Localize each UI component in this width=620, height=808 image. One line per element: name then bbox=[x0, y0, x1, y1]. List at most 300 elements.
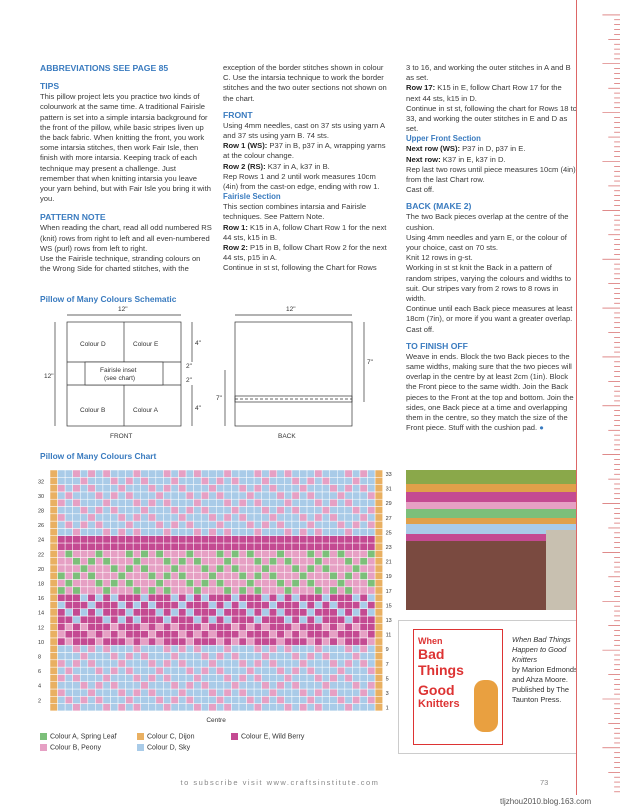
chart-cell bbox=[65, 514, 73, 521]
chart-cell bbox=[126, 507, 134, 514]
chart-cell bbox=[330, 528, 338, 535]
chart-cell bbox=[156, 704, 164, 711]
chart-cell bbox=[269, 528, 277, 535]
chart-cell bbox=[163, 507, 171, 514]
chart-cell bbox=[375, 594, 383, 601]
chart-row-label: 6 bbox=[38, 669, 42, 676]
chart-cell bbox=[315, 499, 323, 506]
chart-cell bbox=[337, 631, 345, 638]
chart-cell bbox=[216, 623, 224, 630]
chart-cell bbox=[194, 660, 202, 667]
chart-cell bbox=[330, 536, 338, 543]
chart-cell bbox=[141, 536, 149, 543]
chart-cell bbox=[345, 587, 353, 594]
front-height-label: 12" bbox=[44, 373, 54, 380]
chart-cell bbox=[224, 470, 232, 477]
chart-cell bbox=[194, 696, 202, 703]
swatch-a bbox=[40, 733, 47, 740]
chart-cell bbox=[88, 674, 96, 681]
chart-cell bbox=[216, 638, 224, 645]
chart-cell bbox=[239, 536, 247, 543]
chart-cell bbox=[224, 645, 232, 652]
chart-cell bbox=[322, 653, 330, 660]
chart-cell bbox=[80, 565, 88, 572]
chart-cell bbox=[80, 580, 88, 587]
chart-cell bbox=[88, 565, 96, 572]
chart-cell bbox=[254, 704, 262, 711]
chart-cell bbox=[292, 645, 300, 652]
chart-cell bbox=[352, 623, 360, 630]
chart-cell bbox=[239, 616, 247, 623]
chart-cell bbox=[65, 558, 73, 565]
chart-cell bbox=[80, 667, 88, 674]
chart-cell bbox=[299, 470, 307, 477]
chart-cell bbox=[375, 543, 383, 550]
chart-cell bbox=[141, 645, 149, 652]
chart-cell bbox=[299, 645, 307, 652]
chart-cell bbox=[186, 470, 194, 477]
chart-cell bbox=[80, 558, 88, 565]
chart-cell bbox=[179, 631, 187, 638]
chart-cell bbox=[330, 477, 338, 484]
chart-cell bbox=[126, 485, 134, 492]
chart-cell bbox=[171, 499, 179, 506]
chart-cell bbox=[133, 543, 141, 550]
chart-cell bbox=[110, 580, 118, 587]
chart-cell bbox=[95, 631, 103, 638]
chart-cell bbox=[292, 594, 300, 601]
chart-cell bbox=[247, 645, 255, 652]
chart-cell bbox=[118, 653, 126, 660]
chart-cell bbox=[307, 660, 315, 667]
chart-cell bbox=[201, 660, 209, 667]
chart-cell bbox=[375, 638, 383, 645]
chart-cell bbox=[337, 601, 345, 608]
chart-cell bbox=[307, 492, 315, 499]
chart-cell bbox=[277, 653, 285, 660]
chart-cell bbox=[148, 689, 156, 696]
chart-cell bbox=[322, 521, 330, 528]
chart-cell bbox=[65, 477, 73, 484]
chart-cell bbox=[50, 689, 58, 696]
chart-cell bbox=[352, 499, 360, 506]
book-caption: When Bad Things Happen to Good Knitters by Marion Edmonds and Ahza Moore. Published by The Taunton Press. bbox=[512, 635, 578, 704]
chart-cell bbox=[110, 594, 118, 601]
chart-cell bbox=[269, 667, 277, 674]
chart-cell bbox=[133, 485, 141, 492]
chart-cell bbox=[163, 696, 171, 703]
chart-cell bbox=[224, 660, 232, 667]
chart-cell bbox=[194, 587, 202, 594]
chart-cell bbox=[352, 689, 360, 696]
chart-cell bbox=[231, 572, 239, 579]
chart-cell bbox=[375, 536, 383, 543]
chart-cell bbox=[307, 594, 315, 601]
chart-cell bbox=[330, 587, 338, 594]
chart-cell bbox=[73, 485, 81, 492]
chart-cell bbox=[277, 601, 285, 608]
chart-cell bbox=[209, 536, 217, 543]
chart-cell bbox=[375, 682, 383, 689]
chart-cell bbox=[224, 594, 232, 601]
chart-cell bbox=[110, 485, 118, 492]
chart-cell bbox=[330, 645, 338, 652]
chart-cell bbox=[73, 696, 81, 703]
chart-cell bbox=[368, 667, 376, 674]
chart-cell bbox=[103, 580, 111, 587]
chart-cell bbox=[277, 674, 285, 681]
chart-cell bbox=[322, 543, 330, 550]
chart-cell bbox=[65, 653, 73, 660]
chart-cell bbox=[110, 521, 118, 528]
chart-cell bbox=[103, 558, 111, 565]
chart-cell bbox=[368, 572, 376, 579]
chart-cell bbox=[375, 696, 383, 703]
chart-cell bbox=[224, 631, 232, 638]
chart-cell bbox=[126, 601, 134, 608]
chart-cell bbox=[330, 580, 338, 587]
chart-cell bbox=[277, 609, 285, 616]
chart-cell bbox=[239, 667, 247, 674]
chart-cell bbox=[133, 682, 141, 689]
chart-cell bbox=[201, 689, 209, 696]
chart-cell bbox=[262, 704, 270, 711]
chart-cell bbox=[171, 485, 179, 492]
chart-cell bbox=[58, 558, 66, 565]
chart-cell bbox=[126, 594, 134, 601]
chart-cell bbox=[254, 485, 262, 492]
chart-cell bbox=[141, 485, 149, 492]
chart-cell bbox=[345, 507, 353, 514]
chart-cell bbox=[201, 536, 209, 543]
chart-cell bbox=[194, 667, 202, 674]
chart-cell bbox=[186, 667, 194, 674]
chart-cell bbox=[148, 514, 156, 521]
chart-cell bbox=[58, 543, 66, 550]
chart-cell bbox=[171, 550, 179, 557]
chart-cell bbox=[80, 485, 88, 492]
chart-cell bbox=[345, 543, 353, 550]
chart-cell bbox=[133, 667, 141, 674]
chart-cell bbox=[269, 689, 277, 696]
chart-cell bbox=[95, 638, 103, 645]
chart-cell bbox=[126, 696, 134, 703]
chart-cell bbox=[103, 550, 111, 557]
chart-cell bbox=[262, 536, 270, 543]
chart-cell bbox=[299, 565, 307, 572]
chart-row-label: 29 bbox=[385, 501, 392, 508]
chart-cell bbox=[179, 550, 187, 557]
chart-cell bbox=[58, 565, 66, 572]
chart-cell bbox=[65, 521, 73, 528]
chart-cell bbox=[262, 609, 270, 616]
chart-cell bbox=[375, 645, 383, 652]
chart-cell bbox=[254, 631, 262, 638]
chart-cell bbox=[141, 682, 149, 689]
chart-cell bbox=[345, 645, 353, 652]
chart-cell bbox=[368, 492, 376, 499]
chart-cell bbox=[330, 514, 338, 521]
chart-cell bbox=[141, 609, 149, 616]
chart-cell bbox=[322, 550, 330, 557]
chart-cell bbox=[95, 528, 103, 535]
chart-cell bbox=[216, 507, 224, 514]
chart-cell bbox=[337, 696, 345, 703]
chart-cell bbox=[65, 536, 73, 543]
chart-cell bbox=[118, 477, 126, 484]
chart-cell bbox=[65, 631, 73, 638]
chart-cell bbox=[277, 623, 285, 630]
chart-cell bbox=[352, 528, 360, 535]
chart-cell bbox=[110, 667, 118, 674]
chart-cell bbox=[231, 696, 239, 703]
chart-cell bbox=[65, 689, 73, 696]
chart-cell bbox=[292, 558, 300, 565]
chart-cell bbox=[80, 521, 88, 528]
chart-cell bbox=[292, 696, 300, 703]
chart-cell bbox=[337, 674, 345, 681]
chart-cell bbox=[148, 485, 156, 492]
chart-row-label: 24 bbox=[38, 537, 45, 544]
chart-cell bbox=[254, 565, 262, 572]
chart-cell bbox=[239, 609, 247, 616]
chart-cell bbox=[231, 704, 239, 711]
chart-cell bbox=[299, 623, 307, 630]
chart-cell bbox=[156, 536, 164, 543]
chart-cell bbox=[209, 565, 217, 572]
chart-cell bbox=[368, 514, 376, 521]
chart-cell bbox=[103, 514, 111, 521]
chart-cell bbox=[58, 507, 66, 514]
chart-cell bbox=[80, 631, 88, 638]
next-row-1: Next row (WS): P37 in D, p37 in E. bbox=[406, 144, 526, 154]
chart-cell bbox=[322, 528, 330, 535]
back-outline bbox=[235, 322, 352, 402]
chart-cell bbox=[133, 507, 141, 514]
chart-cell bbox=[224, 623, 232, 630]
chart-cell bbox=[163, 470, 171, 477]
chart-cell bbox=[269, 631, 277, 638]
chart-cell bbox=[352, 550, 360, 557]
chart-cell bbox=[292, 514, 300, 521]
chart-cell bbox=[375, 689, 383, 696]
chart-cell bbox=[103, 638, 111, 645]
chart-cell bbox=[368, 623, 376, 630]
chart-cell bbox=[216, 674, 224, 681]
chart-cell bbox=[337, 543, 345, 550]
chart-cell bbox=[239, 477, 247, 484]
chart-row2: Row 2: P15 in B, follow Chart Row 2 for the next 44 sts, p15 in A. bbox=[223, 243, 387, 263]
chart-cell bbox=[58, 587, 66, 594]
chart-cell bbox=[201, 653, 209, 660]
chart-cell bbox=[247, 682, 255, 689]
chart-cell bbox=[216, 704, 224, 711]
chart-cell bbox=[133, 645, 141, 652]
watermark: tljzhou2010.blog.163.com bbox=[500, 797, 592, 806]
chart-cell bbox=[254, 587, 262, 594]
chart-cell bbox=[163, 521, 171, 528]
chart-cell bbox=[156, 528, 164, 535]
chart-cell bbox=[50, 645, 58, 652]
chart-cell bbox=[118, 543, 126, 550]
chart-cell bbox=[337, 587, 345, 594]
chart-cell bbox=[216, 572, 224, 579]
chart-cell bbox=[231, 674, 239, 681]
chart-cell bbox=[247, 499, 255, 506]
chart-cell bbox=[337, 704, 345, 711]
pillow-photo bbox=[406, 470, 578, 610]
cover-bad: Bad bbox=[418, 646, 445, 662]
chart-cell bbox=[126, 499, 134, 506]
chart-cell bbox=[330, 689, 338, 696]
chart-cell bbox=[315, 470, 323, 477]
chart-cell bbox=[163, 631, 171, 638]
chart-cell bbox=[322, 558, 330, 565]
chart-cell bbox=[80, 528, 88, 535]
chart-cell bbox=[88, 616, 96, 623]
chart-cell bbox=[179, 470, 187, 477]
chart-cell bbox=[247, 521, 255, 528]
chart-cell bbox=[194, 543, 202, 550]
chart-cell bbox=[315, 543, 323, 550]
chart-cell bbox=[262, 631, 270, 638]
chart-cell bbox=[201, 631, 209, 638]
chart-cell bbox=[58, 623, 66, 630]
chart-cell bbox=[148, 645, 156, 652]
chart-cell bbox=[231, 528, 239, 535]
book-cover bbox=[413, 629, 503, 745]
chart-cell bbox=[95, 499, 103, 506]
chart-cell bbox=[345, 660, 353, 667]
chart-cell bbox=[345, 638, 353, 645]
chart-cell bbox=[73, 528, 81, 535]
chart-cell bbox=[209, 674, 217, 681]
schematic-diagram bbox=[40, 300, 390, 445]
chart-cell bbox=[360, 674, 368, 681]
chart-cell bbox=[239, 565, 247, 572]
chart-cell bbox=[50, 565, 58, 572]
chart-cell bbox=[307, 704, 315, 711]
chart-cell bbox=[307, 609, 315, 616]
chart-cell bbox=[126, 674, 134, 681]
chart-cell bbox=[65, 638, 73, 645]
chart-cell bbox=[95, 682, 103, 689]
chart-cell bbox=[103, 528, 111, 535]
chart-cell bbox=[345, 492, 353, 499]
chart-cell bbox=[133, 689, 141, 696]
chart-cell bbox=[254, 674, 262, 681]
chart-cell bbox=[352, 521, 360, 528]
chart-cell bbox=[299, 638, 307, 645]
chart-cell bbox=[156, 514, 164, 521]
chart-cell bbox=[118, 609, 126, 616]
chart-cell bbox=[65, 674, 73, 681]
chart-cell bbox=[88, 580, 96, 587]
chart-cell bbox=[133, 704, 141, 711]
chart-cell bbox=[322, 594, 330, 601]
chart-cell bbox=[209, 572, 217, 579]
chart-cell bbox=[209, 507, 217, 514]
chart-cell bbox=[50, 572, 58, 579]
chart-cell bbox=[375, 660, 383, 667]
chart-cell bbox=[201, 565, 209, 572]
chart-cell bbox=[58, 528, 66, 535]
chart-cell bbox=[65, 528, 73, 535]
chart-cell bbox=[269, 580, 277, 587]
chart-cell bbox=[88, 558, 96, 565]
chart-cell bbox=[345, 470, 353, 477]
middle-column bbox=[223, 63, 393, 274]
chart-row-label: 2 bbox=[38, 698, 42, 705]
chart-cell bbox=[231, 580, 239, 587]
chart-cell bbox=[209, 660, 217, 667]
chart-cell bbox=[118, 485, 126, 492]
chart-cell bbox=[352, 587, 360, 594]
chart-row-label: 7 bbox=[385, 661, 389, 668]
chart-cell bbox=[315, 674, 323, 681]
chart-cell bbox=[179, 485, 187, 492]
chart-cell bbox=[352, 514, 360, 521]
chart-cell bbox=[163, 550, 171, 557]
knitting-chart bbox=[36, 466, 406, 728]
chart-cell bbox=[126, 550, 134, 557]
chart-cell bbox=[179, 499, 187, 506]
inset-sub-label: (see chart) bbox=[104, 375, 136, 382]
chart-cell bbox=[315, 609, 323, 616]
chart-cell bbox=[277, 499, 285, 506]
chart-cell bbox=[375, 631, 383, 638]
chart-cell bbox=[269, 645, 277, 652]
fairisle-heading: Fairisle Section bbox=[223, 192, 281, 202]
chart-cell bbox=[110, 682, 118, 689]
chart-cell bbox=[186, 492, 194, 499]
chart-cell bbox=[194, 507, 202, 514]
chart-row-label: 31 bbox=[385, 486, 392, 493]
chart-cell bbox=[110, 470, 118, 477]
chart-cell bbox=[216, 645, 224, 652]
chart-cell bbox=[345, 704, 353, 711]
mid-2a-label: 2" bbox=[186, 363, 192, 370]
chart-cell bbox=[50, 543, 58, 550]
chart-cell bbox=[231, 609, 239, 616]
chart-cell bbox=[133, 674, 141, 681]
chart-cell bbox=[216, 514, 224, 521]
chart-cell bbox=[171, 470, 179, 477]
chart-cell bbox=[269, 521, 277, 528]
chart-cell bbox=[277, 536, 285, 543]
chart-cell bbox=[179, 565, 187, 572]
chart-cell bbox=[88, 682, 96, 689]
chart-cell bbox=[95, 565, 103, 572]
chart-cell bbox=[95, 660, 103, 667]
chart-cell bbox=[352, 536, 360, 543]
chart-cell bbox=[345, 499, 353, 506]
chart-cell bbox=[110, 631, 118, 638]
chart-cell bbox=[307, 601, 315, 608]
chart-cell bbox=[186, 653, 194, 660]
chart-cell bbox=[254, 536, 262, 543]
chart-cell bbox=[50, 550, 58, 557]
chart-cell bbox=[368, 558, 376, 565]
chart-cell bbox=[239, 485, 247, 492]
chart-cell bbox=[322, 507, 330, 514]
chart-cell bbox=[277, 550, 285, 557]
chart-cell bbox=[80, 572, 88, 579]
chart-cell bbox=[315, 623, 323, 630]
chart-cell bbox=[322, 485, 330, 492]
chart-cell bbox=[216, 580, 224, 587]
chart-cell bbox=[58, 580, 66, 587]
